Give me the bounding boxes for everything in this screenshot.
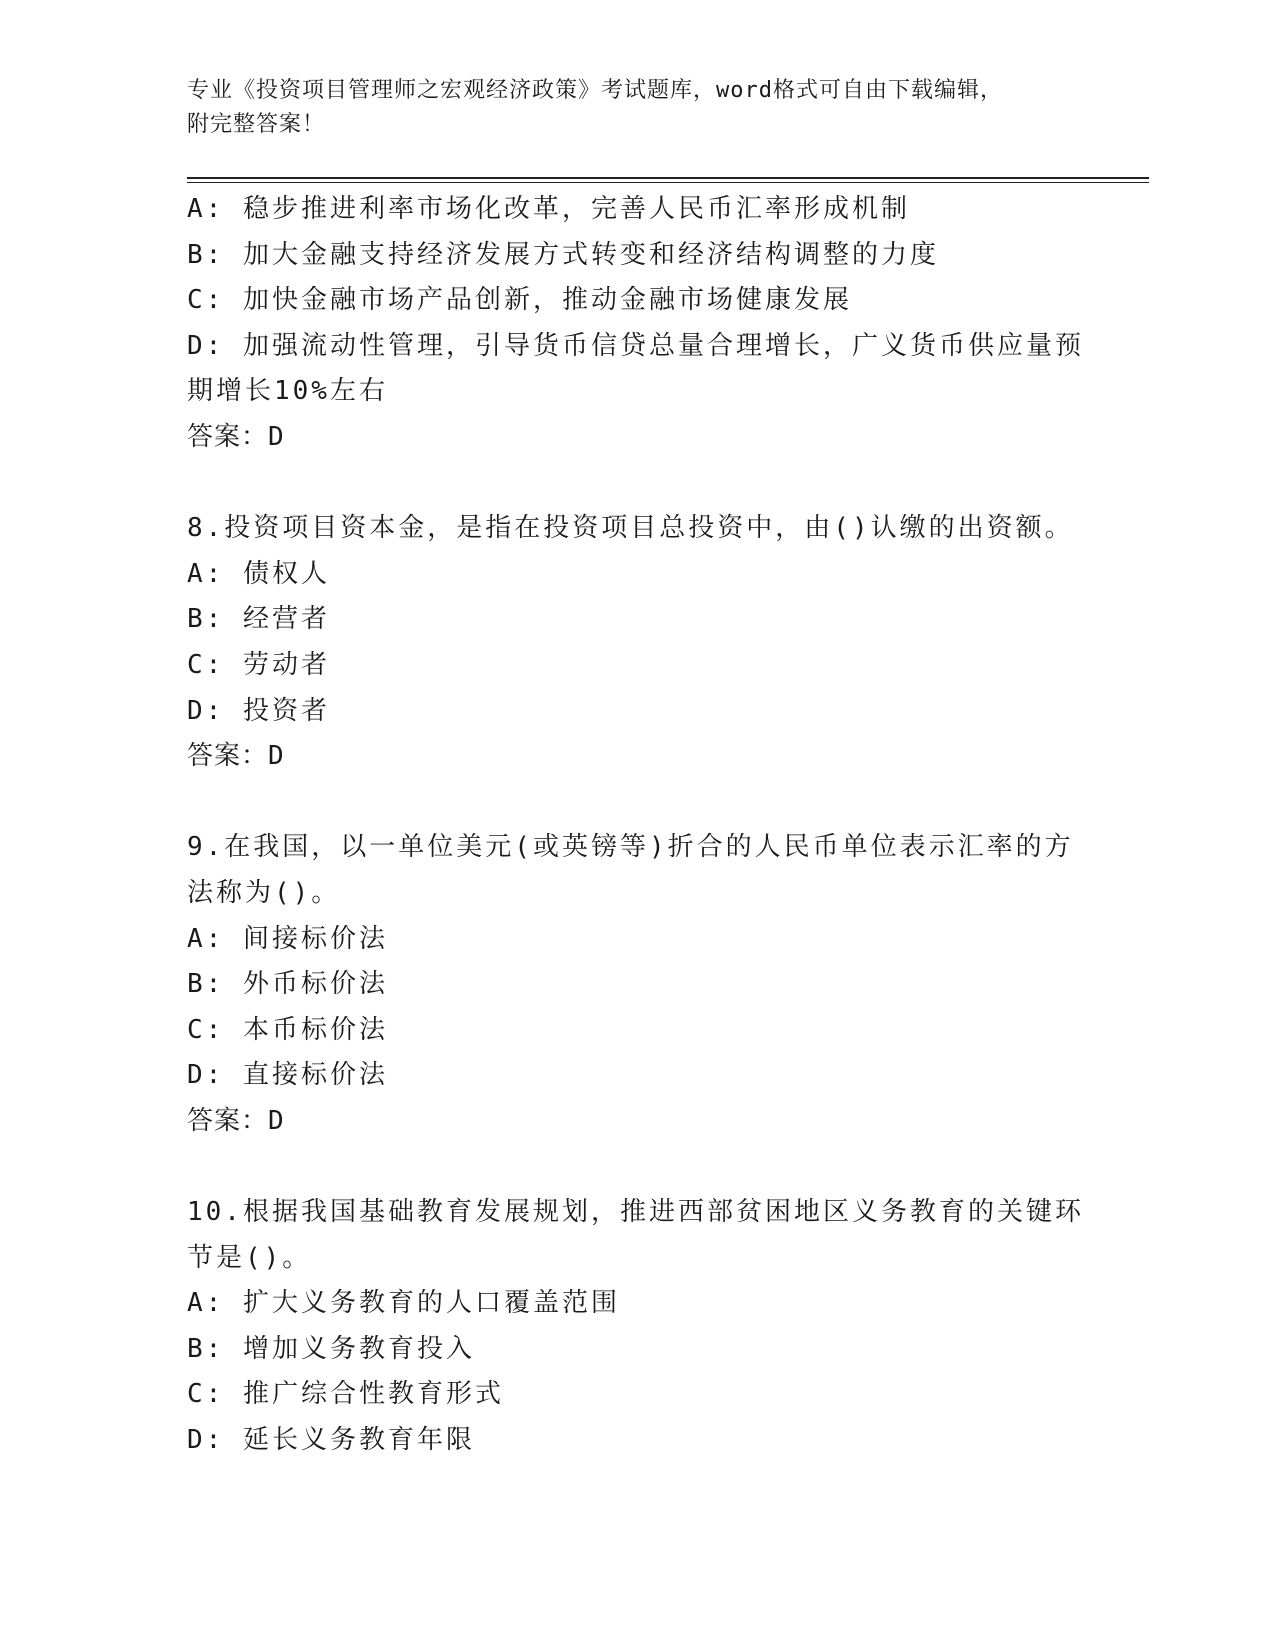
header-line-1: 专业《投资项目管理师之宏观经济政策》考试题库，word格式可自由下载编辑， bbox=[187, 78, 1003, 103]
option-c: C: 本币标价法 bbox=[187, 1014, 388, 1045]
option-d: D: 加强流动性管理，引导货币信贷总量合理增长，广义货币供应量预期增长10%左右 bbox=[187, 330, 1084, 407]
answer-line: 答案：D bbox=[187, 421, 285, 452]
spacer bbox=[187, 461, 1087, 507]
header-divider-thin bbox=[187, 182, 1149, 183]
header-line-2: 附完整答案！ bbox=[187, 112, 326, 137]
option-c: C: 劳动者 bbox=[187, 649, 330, 680]
header-divider-thick bbox=[187, 177, 1149, 179]
question-stem: 9.在我国，以一单位美元(或英镑等)折合的人民币单位表示汇率的方法称为()。 bbox=[187, 832, 1074, 908]
question-list bbox=[187, 187, 1087, 1464]
answer-line: 答案：D bbox=[187, 741, 285, 772]
option-a: A: 间接标价法 bbox=[187, 923, 388, 954]
answer-line: 答案：D bbox=[187, 1105, 285, 1136]
option-a: A: 债权人 bbox=[187, 558, 330, 589]
question-block-10 bbox=[187, 1190, 1087, 1464]
document-header bbox=[187, 74, 1087, 142]
question-block-7 bbox=[187, 187, 1087, 461]
spacer bbox=[187, 780, 1087, 826]
option-b: B: 外币标价法 bbox=[187, 969, 388, 1000]
option-a: A: 稳步推进利率市场化改革，完善人民币汇率形成机制 bbox=[187, 194, 910, 224]
option-b: B: 增加义务教育投入 bbox=[187, 1333, 475, 1364]
question-stem: 8.投资项目资本金，是指在投资项目总投资中，由()认缴的出资额。 bbox=[187, 513, 1074, 544]
spacer bbox=[187, 1144, 1087, 1190]
option-d: D: 延长义务教育年限 bbox=[187, 1425, 475, 1456]
option-a: A: 扩大义务教育的人口覆盖范围 bbox=[187, 1288, 620, 1319]
option-c: C: 推广综合性教育形式 bbox=[187, 1379, 504, 1410]
option-b: B: 经营者 bbox=[187, 604, 330, 635]
option-d: D: 直接标价法 bbox=[187, 1060, 388, 1091]
option-c: C: 加快金融市场产品创新，推动金融市场健康发展 bbox=[187, 285, 852, 316]
question-stem: 10.根据我国基础教育发展规划，推进西部贫困地区义务教育的关键环节是()。 bbox=[187, 1197, 1084, 1273]
option-d: D: 投资者 bbox=[187, 695, 330, 726]
option-b: B: 加大金融支持经济发展方式转变和经济结构调整的力度 bbox=[187, 239, 939, 270]
question-block-9 bbox=[187, 825, 1087, 1144]
question-block-8 bbox=[187, 506, 1087, 780]
